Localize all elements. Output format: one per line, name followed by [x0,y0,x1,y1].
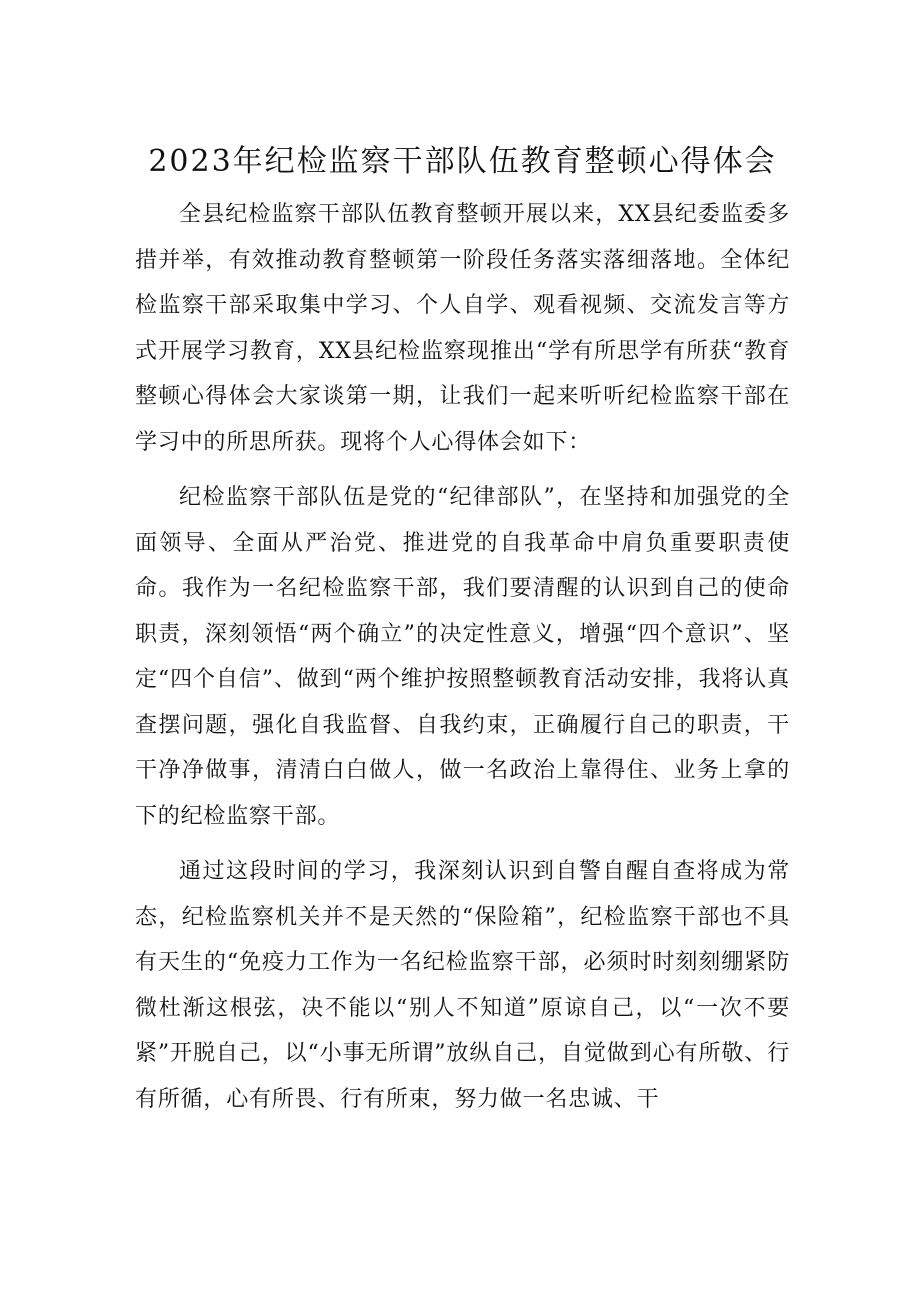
document-title: 2023年纪检监察干部队伍教育整顿心得体会 [148,144,777,179]
paragraph-3: 通过这段时间的学习，我深刻认识到自警自醒自查将成为常态，纪检监察机关并不是天然的“保险箱”，纪检监察干部也不具有天生的“免疫力工作为一名纪检监察干部，必须时时刻刻绷紧防微杜渐这根弦，决不能以“别人不知道”原谅自己，以“一次不要紧”开脱自己，以“小事无所谓”放纵自己，自觉做到心有所敬、行有所循，心有所畏、行有所束，努力做一名忠诚、干 [135,859,790,1112]
document-body [135,192,790,1132]
paragraph-2: 纪检监察干部队伍是党的“纪律部队”，在坚持和加强党的全面领导、全面从严治党、推进党的自我革命中肩负重要职责使命。我作为一名纪检监察干部，我们要清醒的认识到自己的使命职责，深刻领悟“两个确立”的决定性意义，增强“四个意识”、坚定“四个自信”、做到“两个维护按照整顿教育活动安排，我将认真查摆问题，强化自我监督、自我约束，正确履行自己的职责，干干净净做事，清清白白做人，做一名政治上靠得住、业务上拿的下的纪检监察干部。 [135,485,790,829]
paragraph-1: 全县纪检监察干部队伍教育整顿开展以来，XX县纪委监委多措并举，有效推动教育整顿第一阶段任务落实落细落地。全体纪检监察干部采取集中学习、个人自学、观看视频、交流发言等方式开展学习教育，XX县纪检监察现推出“学有所思学有所获“教育整顿心得体会大家谈第一期，让我们一起来听听纪检监察干部在学习中的所思所获。现将个人心得体会如下： [135,202,790,455]
